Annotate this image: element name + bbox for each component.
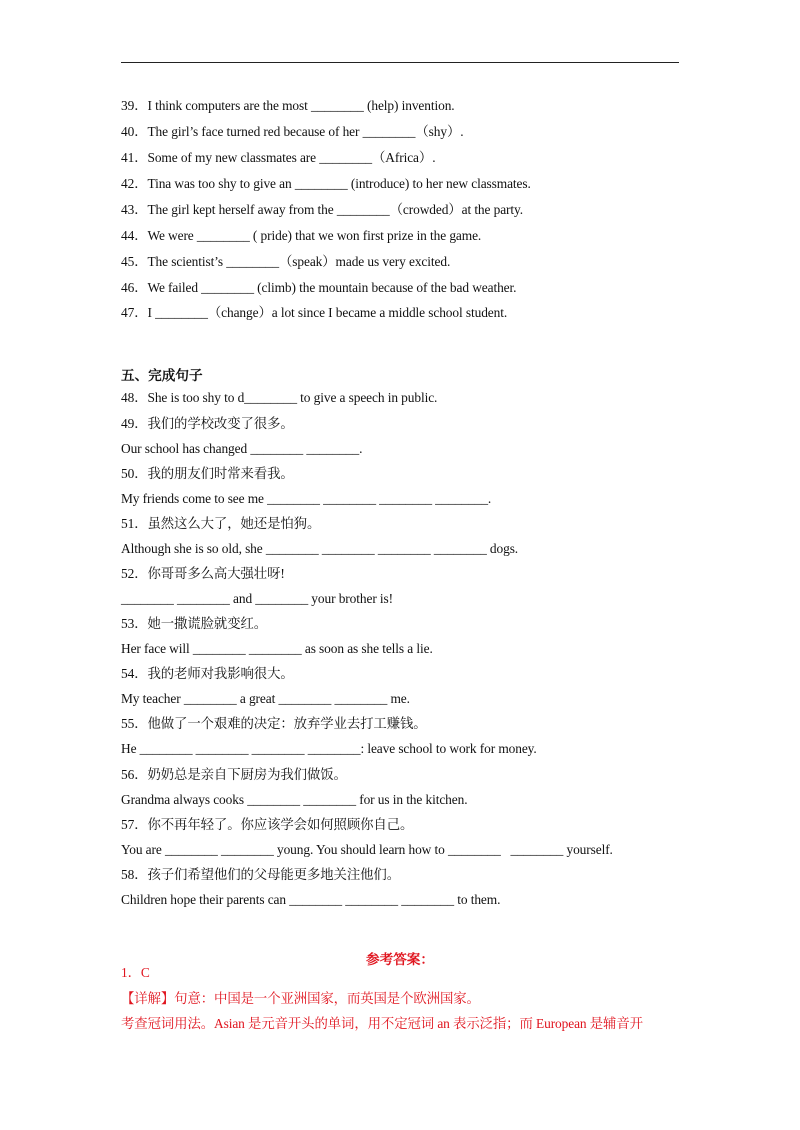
exercise-51-answer-line: Although she is so old, she ________ ________ ________ ________ dogs. bbox=[121, 541, 519, 556]
exercise-52-answer-line: ________ ________ and ________ your brother is! bbox=[121, 591, 394, 606]
exercise-50-prompt: 50．我的朋友们时常来看我。 bbox=[121, 466, 294, 481]
exercise-46: 46．We failed ________ (climb) the mountain because of the bad weather. bbox=[121, 280, 517, 295]
answer-1: 1．C bbox=[121, 965, 150, 980]
exercise-44: 44．We were ________ ( pride) that we won first prize in the game. bbox=[121, 228, 482, 243]
exercise-48: 48．She is too shy to d________ to give a speech in public. bbox=[121, 390, 438, 405]
exercise-50-answer-line: My friends come to see me ________ ________ ________ ________. bbox=[121, 491, 492, 506]
exercise-41: 41．Some of my new classmates are ________（Africa）. bbox=[121, 150, 436, 165]
exercise-52-prompt: 52．你哥哥多么高大强壮呀! bbox=[121, 566, 285, 581]
exercise-55-prompt: 55．他做了一个艰难的决定：放弃学业去打工赚钱。 bbox=[121, 716, 427, 731]
answer-1-explanation: 考查冠词用法。Asian 是元音开头的单词，用不定冠词 an 表示泛指；而 European 是辅音开 bbox=[121, 1016, 643, 1031]
exercise-47: 47．I ________（change）a lot since I became a middle school student. bbox=[121, 305, 508, 320]
header-rule bbox=[121, 62, 679, 63]
exercise-49-prompt: 49．我们的学校改变了很多。 bbox=[121, 416, 294, 431]
exercise-58-answer-line: Children hope their parents can ________ ________ ________ to them. bbox=[121, 892, 501, 907]
exercise-53-prompt: 53．她一撒谎脸就变红。 bbox=[121, 616, 268, 631]
answers-title: 参考答案： bbox=[366, 952, 434, 967]
exercise-56-answer-line: Grandma always cooks ________ ________ for us in the kitchen. bbox=[121, 792, 468, 807]
exercise-40: 40．The girl’s face turned red because of her ________（shy）. bbox=[121, 124, 464, 139]
exercise-57-answer-line: You are ________ ________ young. You should learn how to ________ ________ yourself. bbox=[121, 842, 613, 857]
exercise-54-answer-line: My teacher ________ a great ________ ________ me. bbox=[121, 691, 410, 706]
exercise-45: 45．The scientist’s ________（speak）made us very excited. bbox=[121, 254, 451, 269]
exercise-58-prompt: 58．孩子们希望他们的父母能更多地关注他们。 bbox=[121, 867, 401, 882]
exercise-53-answer-line: Her face will ________ ________ as soon as she tells a lie. bbox=[121, 641, 433, 656]
exercise-49-answer-line: Our school has changed ________ ________. bbox=[121, 441, 363, 456]
exercise-55-answer-line: He ________ ________ ________ ________: leave school to work for money. bbox=[121, 741, 537, 756]
exercise-54-prompt: 54．我的老师对我影响很大。 bbox=[121, 666, 294, 681]
exercise-43: 43．The girl kept herself away from the ________（crowded）at the party. bbox=[121, 202, 524, 217]
section-title: 五、完成句子 bbox=[121, 368, 203, 384]
exercise-51-prompt: 51．虽然这么大了，她还是怕狗。 bbox=[121, 516, 321, 531]
exercise-56-prompt: 56．奶奶总是亲自下厨房为我们做饭。 bbox=[121, 767, 347, 782]
exercise-42: 42．Tina was too shy to give an ________ (introduce) to her new classmates. bbox=[121, 176, 531, 191]
exercise-39: 39．I think computers are the most ________ (help) invention. bbox=[121, 98, 455, 113]
exercise-57-prompt: 57．你不再年轻了。你应该学会如何照顾你自己。 bbox=[121, 817, 414, 832]
answer-1-detail: 【详解】句意：中国是一个亚洲国家，而英国是个欧洲国家。 bbox=[121, 991, 480, 1006]
